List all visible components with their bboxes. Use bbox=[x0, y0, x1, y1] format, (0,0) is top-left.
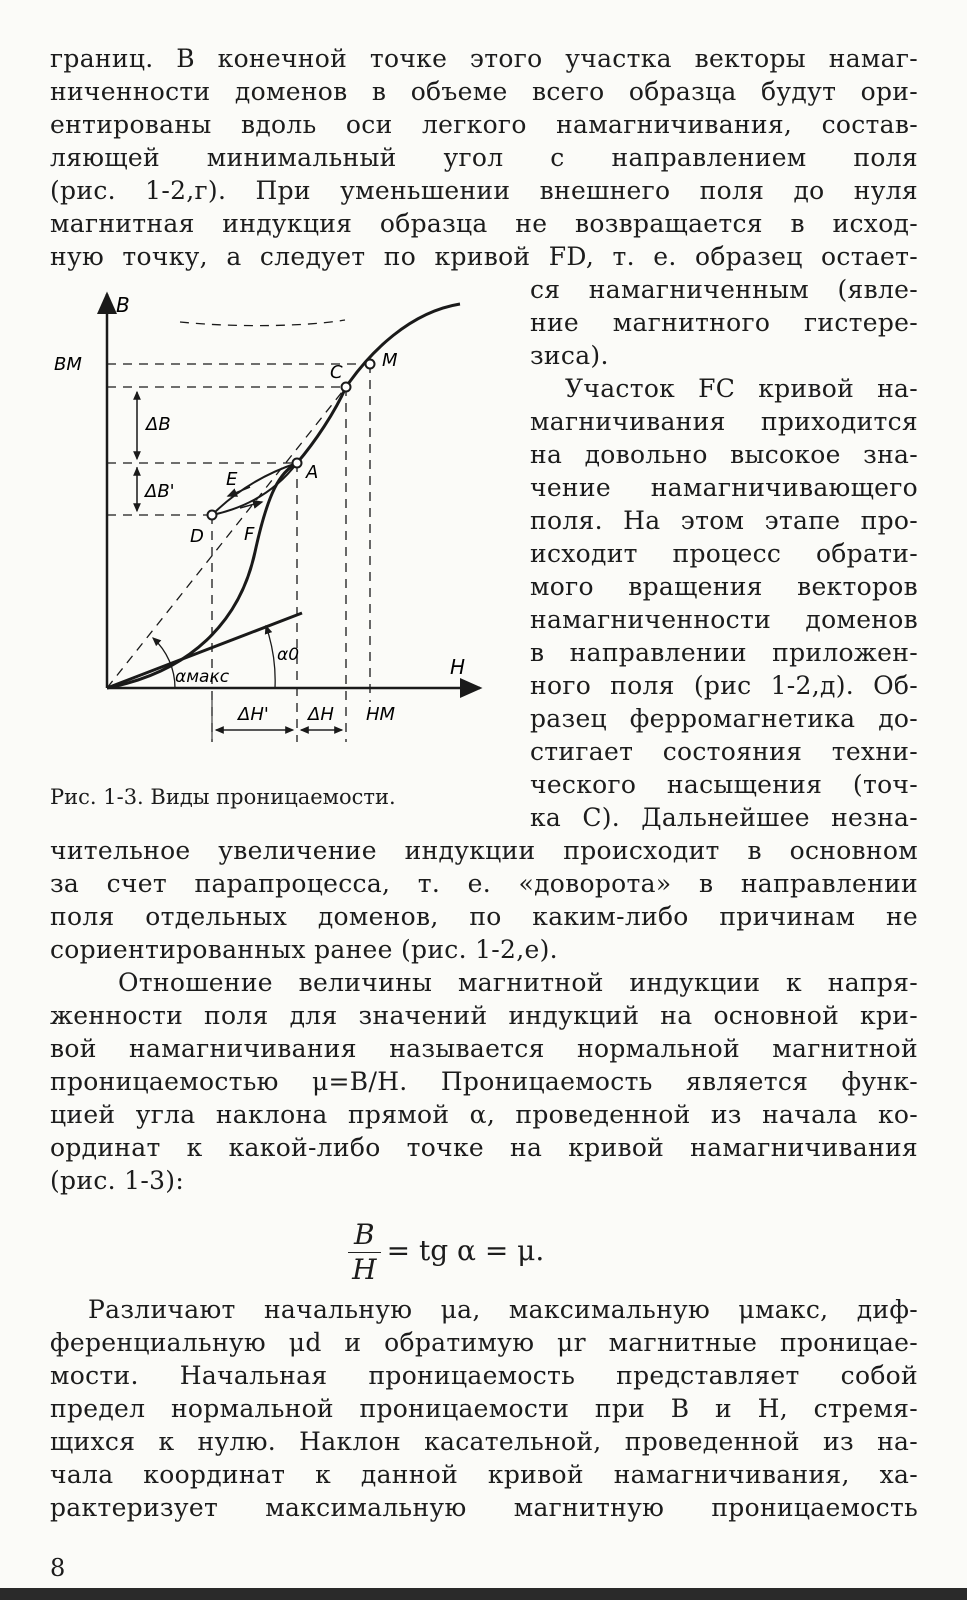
text-line: чала координат к данной кривой намагничивания, ха- bbox=[50, 1460, 918, 1489]
label-e: E bbox=[226, 469, 238, 490]
text-line: Отношение величины магнитной индукции к напря- bbox=[118, 968, 918, 997]
text-line: ляющей минимальный угол с направлением поля bbox=[50, 143, 918, 172]
text-line: чение намагничивающего bbox=[530, 473, 918, 502]
text-line: ческого насыщения (точ- bbox=[530, 770, 918, 799]
fraction bbox=[348, 1218, 381, 1287]
text-line: (рис. 1-3): bbox=[50, 1166, 185, 1195]
label-b: B bbox=[116, 293, 130, 317]
text-line: разец ферромагнетика до- bbox=[530, 704, 918, 733]
text-line: за счет парапроцесса, т. е. «доворота» в направлении bbox=[50, 869, 918, 898]
permeability-figure bbox=[40, 282, 500, 752]
text-line: зиса). bbox=[530, 341, 609, 370]
text-line: рактеризует максимальную магнитную проницаемость bbox=[50, 1493, 918, 1522]
text-line: магнитная индукция образца не возвращается в исход- bbox=[50, 209, 918, 238]
text-line: проницаемостью μ=B/H. Проницаемость является функ- bbox=[50, 1067, 918, 1096]
label-hm: HM bbox=[366, 704, 396, 725]
formula-rest: = tg α = μ. bbox=[386, 1234, 545, 1267]
text-line: ка C). Дальнейшее незна- bbox=[530, 803, 918, 832]
text-line: границ. В конечной точке этого участка векторы намаг- bbox=[50, 44, 918, 73]
text-line: предел нормальной проницаемости при B и H, стремя- bbox=[50, 1394, 918, 1423]
label-a: A bbox=[306, 462, 319, 483]
text-line: мости. Начальная проницаемость представляет собой bbox=[50, 1361, 918, 1390]
label-alpha-max: αмакс bbox=[175, 667, 230, 687]
text-line: в направлении приложен- bbox=[530, 638, 918, 667]
text-line: ние магнитного гистере- bbox=[530, 308, 918, 337]
text-line: поля отдельных доменов, по каким-либо причинам не bbox=[50, 902, 918, 931]
minor-loop bbox=[212, 463, 297, 515]
label-dh2: ΔH' bbox=[238, 704, 269, 725]
text-line: щихся к нулю. Наклон касательной, проведенной из на- bbox=[50, 1427, 918, 1456]
text-line: (рис. 1-2,г). При уменьшении внешнего поля до нуля bbox=[50, 176, 918, 205]
permeability-formula bbox=[348, 1218, 544, 1287]
label-db2: ΔB' bbox=[145, 481, 175, 502]
text-line: на довольно высокое зна- bbox=[530, 440, 918, 469]
text-line: ся намагниченным (явле- bbox=[530, 275, 918, 304]
label-db: ΔB bbox=[146, 414, 171, 435]
label-dh: ΔH bbox=[308, 704, 334, 725]
text-line: ного поля (рис 1-2,д). Об- bbox=[530, 671, 918, 700]
text-line: стигает состояния техни- bbox=[530, 737, 918, 766]
label-d: D bbox=[190, 526, 204, 547]
text-line: цией угла наклона прямой α, проведенной из начала ко- bbox=[50, 1100, 918, 1129]
text-line: мого вращения векторов bbox=[530, 572, 918, 601]
text-line: ниченности доменов в объеме всего образца будут ори- bbox=[50, 77, 918, 106]
text-line: намагниченности доменов bbox=[530, 605, 918, 634]
label-alpha0: α0 bbox=[277, 645, 300, 665]
text-line: чительное увеличение индукции происходит в основном bbox=[50, 836, 918, 865]
text-line: Различают начальную μa, максимальную μмакс, диф- bbox=[88, 1295, 918, 1324]
text-line: ференциальную μd и обратимую μr магнитные проницае- bbox=[50, 1328, 918, 1357]
text-line: женности поля для значений индукций на основной кри- bbox=[50, 1001, 918, 1030]
text-line: Участок FC кривой на- bbox=[565, 374, 918, 403]
label-bm: BM bbox=[54, 354, 82, 375]
fraction-denominator: H bbox=[352, 1253, 377, 1286]
text-line: ную точку, а следует по кривой FD, т. е. образец остает- bbox=[50, 242, 918, 271]
label-c: C bbox=[330, 362, 343, 383]
scan-edge bbox=[0, 1588, 967, 1600]
text-line: поля. На этом этапе про- bbox=[530, 506, 918, 535]
figure-caption: Рис. 1-3. Виды проницаемости. bbox=[50, 785, 396, 809]
label-f: F bbox=[244, 524, 255, 545]
label-h: H bbox=[450, 655, 466, 679]
text-line: ентированы вдоль оси легкого намагничивания, состав- bbox=[50, 110, 918, 139]
text-line: магничивания приходится bbox=[530, 407, 918, 436]
text-line: вой намагничивания называется нормальной магнитной bbox=[50, 1034, 918, 1063]
page-number: 8 bbox=[50, 1554, 66, 1582]
text-line: сориентированных ранее (рис. 1-2,е). bbox=[50, 935, 558, 964]
text-line: исходит процесс обрати- bbox=[530, 539, 918, 568]
fraction-numerator: B bbox=[348, 1218, 381, 1253]
label-m: M bbox=[382, 350, 398, 371]
text-line: ординат к какой-либо точке на кривой намагничивания bbox=[50, 1133, 918, 1162]
